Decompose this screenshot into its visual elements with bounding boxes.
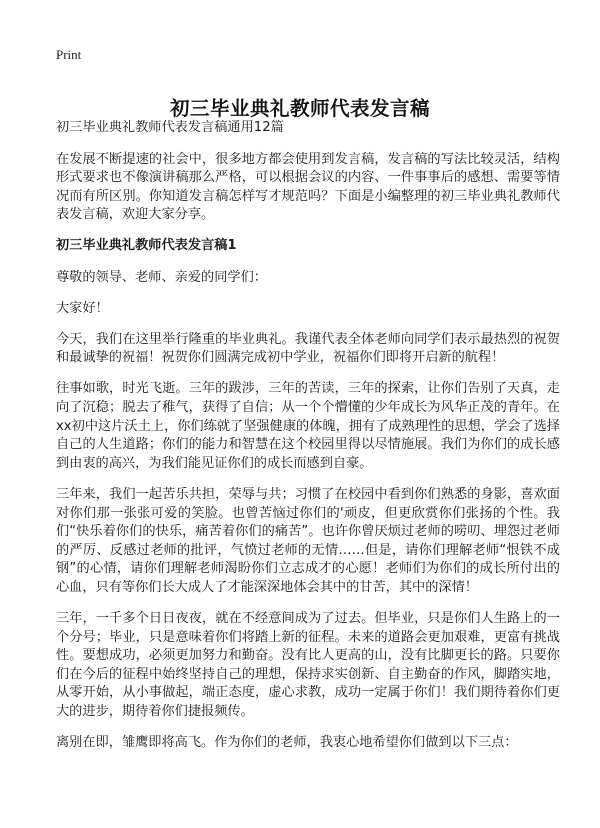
greeting-line: 尊敬的领导、老师、亲爱的同学们：: [56, 269, 267, 285]
body-paragraph-3: 三年来，我们一起苦乐共担，荣辱与共；习惯了在校园中看到你们熟悉的身影，喜欢面对你们那一张张可爱的笑脸。也曾苦恼过你们的'顽皮，但更欣赏你们张扬的个性。我们“快乐着你们的快乐，痛苦着你们的痛苦”。也许你曾厌烦过老师的唠叨、埋怨过老师的严厉、反感过老师的批评，气愤过老师的无情……但是，请你们理解老师“恨铁不成钢”的心情，请你们理解老师渴盼你们立志成才的心愿！老师们为你们的成长所付出的心血，只有等你们长大成人了才能深深地体会其中的甘苦，其中的深情！: [56, 486, 560, 595]
document-subtitle: 初三毕业典礼教师代表发言稿通用12篇: [56, 120, 284, 135]
body-paragraph-1: 今天，我们在这里举行隆重的毕业典礼。我谨代表全体老师向同学们表示最热烈的祝贺和最诚挚的祝福！祝贺你们圆满完成初中学业，祝福你们即将开启新的航程！: [56, 331, 560, 366]
section-heading: 初三毕业典礼教师代表发言稿1: [56, 238, 237, 254]
page-title: 初三毕业典礼教师代表发言稿: [169, 97, 430, 121]
intro-paragraph: 在发展不断提速的社会中，很多地方都会使用到发言稿，发言稿的写法比较灵活，结构形式要求也不像演讲稿那么严格，可以根据会议的内容、一件事事后的感想、需要等情况而有所区别。你知道发言稿怎样写才规范吗？下面是小编整理的初三毕业典礼教师代表发言稿，欢迎大家分享。: [56, 151, 560, 223]
body-paragraph-5: 离别在即，雏鹰即将高飞。作为你们的老师，我衷心地希望你们做到以下三点：: [56, 735, 518, 751]
hello-line: 大家好！: [56, 300, 109, 316]
document-body: [56, 119, 560, 765]
body-paragraph-4: 三年，一千多个日日夜夜，就在不经意间成为了过去。但毕业，只是你们人生路上的一个分号；毕业，只是意味着你们将踏上新的征程。未来的道路会更加艰难，更富有挑战性。要想成功，必须更加努力和勤奋。没有比人更高的山，没有比脚更长的路。只要你们在今后的征程中始终坚持自己的理想，保持求实创新、自主勤奋的作风，脚踏实地，从零开始，从小事做起，端正态度，虚心求教，成功一定属于你们！我们期待着你们更大的进步，期待着你们捷报频传。: [56, 610, 560, 719]
print-link[interactable]: Print: [56, 47, 82, 62]
body-paragraph-2: 往事如歌，时光飞逝。三年的跋涉，三年的苦读，三年的探索，让你们告别了天真，走向了沉稳；脱去了稚气，获得了自信；从一个个懵懂的少年成长为风华正茂的青年。在xx初中这片沃土上，你们练就了坚强健康的体魄，拥有了成熟理性的思想，学会了选择自己的人生道路；你们的能力和智慧在这个校园里得以尽情施展。我们为你们的成长感到由衷的高兴，为我们能见证你们的成长而感到自豪。: [56, 381, 560, 471]
